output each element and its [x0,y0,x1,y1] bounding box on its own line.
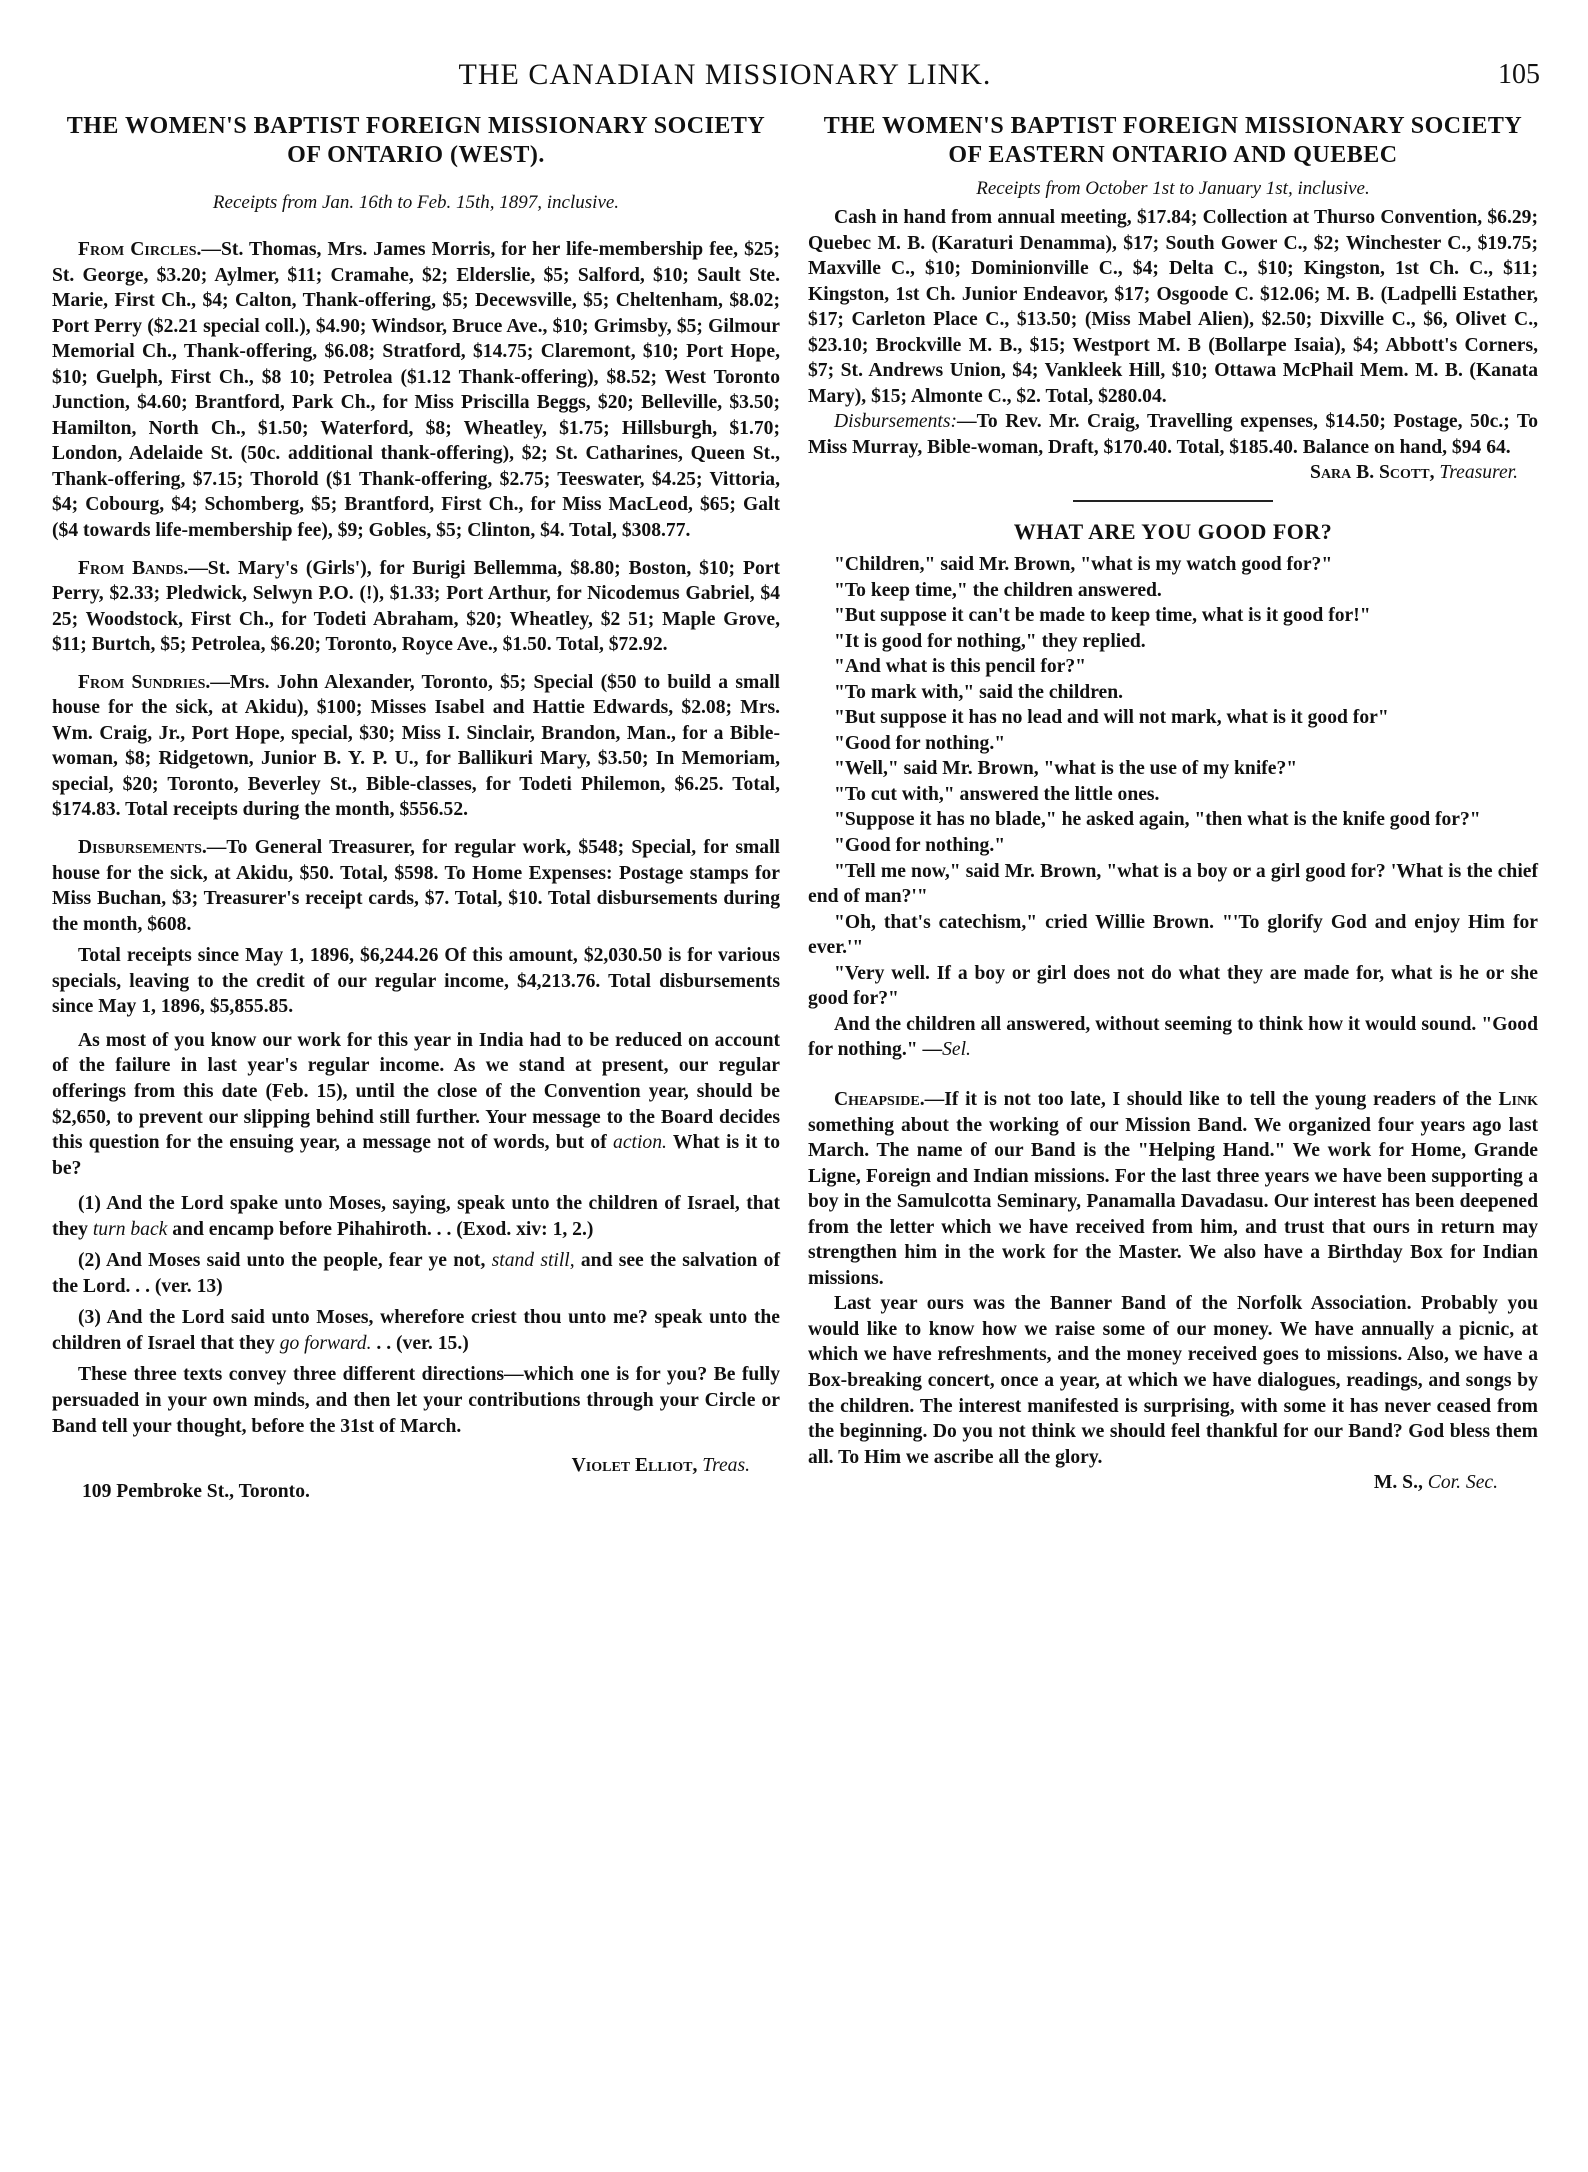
action-word: action. [613,1132,667,1154]
closing-signature: M. S., Cor. Sec. [1373,1472,1498,1494]
right-society-heading: THE WOMEN'S BAPTIST FOREIGN MISSIONARY SOCIETY OF EASTERN ONTARIO AND QUEBEC [823,113,1523,168]
right-disb-text: —To Rev. Mr. Craig, Travelling expenses, $14.50; Postage, 50c.; To Miss Murray, Bible-woman, Draft, $170.40. Total, $185.40. Balance on hand, $94 64. [808,411,1538,458]
left-society-heading: THE WOMEN'S BAPTIST FOREIGN MISSIONARY SOCIETY OF ONTARIO (WEST). [66,113,766,168]
verse-1: (1) And the Lord spake unto Moses, saying, speak unto the children of Israel, that they turn back and encamp before Pihahiroth. . . (Exod. xiv: 1, 2.) [52,1193,780,1240]
closing-paragraph: These three texts convey three different directions—which one is for you? Be fully persuaded in your own minds, and then let your contributions through your Circle or Band tell your thought, before the 31st of March. [52,1364,780,1437]
dialogue-line: "Well," said Mr. Brown, "what is the use of my knife?" [834,758,1298,780]
dialogue-line: "To mark with," said the children. [834,681,1124,703]
left-column [52,112,780,1504]
banner-band-paragraph: Last year ours was the Banner Band of the Norfolk Association. Probably you would like to know how we raise some of our money. We have annually a picnic, at which we have refreshments, and the money received goes to missions. Also, we have a Box-breaking concert, once a year, at which we have dialogues, readings, and songs by the children. The interest manifested is surprising, with some it has never ceased from the beginning. Do you not think we should feel thankful for our Band? God bless them all. To Him we ascribe all the glory. [808,1293,1538,1468]
page-number: 105 [1498,59,1540,90]
dialogue-line: "Good for nothing." [834,835,1006,857]
circles-label: From Circles. [78,239,202,260]
right-column [808,112,1538,1496]
bands-label: From Bands. [78,557,189,579]
section-rule [1073,500,1273,502]
cheapside-label: Cheapside. [834,1088,925,1110]
dialogue [808,552,1538,1063]
cash-receipts: Cash in hand from annual meeting, $17.84; Collection at Thurso Convention, $6.29; Quebec M. B. (Karaturi Denamma), $17; South Gower C., $2; Winchester C., $19.75; Maxville C., $10; Dominionville C., $4; Delta C., $10; Kingston, 1st Ch. C., $11; Kingston, 1st Ch. Junior Endeavor, $17; Osgoode C. $12.06; M. B. (Ladpelli Estather, $17; Carleton Place C., $13.50; (Miss Mabel Alien), $2.50; Dixville C., $6, Olivet C., $23.10; Brockville M. B., $15; Westport M. B (Bollarpe Isaia), $4; Abbott's Corners, $7; St. Andrews Union, $4; Vankleek Hill, $10; Ottawa McPhail Mem. M. B. (Kanata Mary), $15; Almonte C., $2. Total, $280.04. [808,207,1538,407]
sundries-text: —Mrs. John Alexander, Toronto, $5; Special ($50 to build a small house for the sick, at Akidu), $100; Misses Isabel and Hattie Edwards, $2.08; Mrs. Wm. Craig, Jr., Port Hope, special, $30; Miss I. Sinclair, Brandon, Man., for a Bible-woman, $8; Ridgetown, Junior B. Y. P. U., for Ballikuri Mary, $3.50; In Memoriam, special, $20; Toronto, Beverley St., Bible-classes, for Todeti Philemon, $6.25. Total, $174.83. Total receipts during the month, $556.52. [52,671,780,821]
left-disbursements [52,835,780,937]
left-receipts-period: Receipts from Jan. 16th to Feb. 15th, 1897, inclusive. [212,192,620,213]
sundries-receipts [52,670,780,823]
left-address: 109 Pembroke St., Toronto. [82,1480,310,1502]
total-receipts-paragraph: Total receipts since May 1, 1896, $6,244.26 Of this amount, $2,030.50 is for various specials, leaving to the credit of our regular income, $4,213.76. Total disbursements since May 1, 1896, $5,855.85. [52,945,780,1018]
dialogue-line: "Good for nothing." [834,732,1006,754]
article-title: WHAT ARE YOU GOOD FOR? [1013,519,1333,545]
dialogue-line: "Oh, that's catechism," cried Willie Brown. "'To glorify God and enjoy Him for ever.'" [808,911,1538,959]
bands-text: —St. Mary's (Girls'), for Burigi Bellemma, $8.80; Boston, $10; Port Perry, $2.33; Pledwick, Selwyn P.O. (!), $1.33; Port Arthur, for Nicodemus Gabriel, $4 25; Woodstock, First Ch., for Todeti Abraham, $20; Wheatley, $2 51; Maple Grove, $11; Burtch, $5; Petrolea, $6.20; Toronto, Royce Ave., $1.50. Total, $72.92. [52,557,780,656]
cheapside-letter: Cheapside.—If it is not too late, I should like to tell the young readers of the Link something about the working of our Mission Band. We organized four years ago last March. The name of our Band is the "Helping Hand." We work for Home, Grande Ligne, Foreign and Indian missions. For the last three years we have been supporting a boy in the Samulcotta Seminary, Panamalla Davadasu. Our interest has been deepened from the letter which we have received from him, and trust that ours in return may strengthen him in the work for the Master. We also have a Birthday Box for Indian missions. [808,1088,1539,1289]
link-word: Link [1498,1088,1539,1110]
right-disbursements [808,409,1538,460]
dialogue-line: "But suppose it can't be made to keep time, what is it good for!" [834,605,1371,627]
right-signature: Sara B. Scott, Treasurer. [1310,462,1518,484]
right-disb-label: Disbursements: [834,411,957,433]
dialogue-line: "Children," said Mr. Brown, "what is my watch good for?" [834,554,1333,576]
verse-2: (2) And Moses said unto the people, fear ye not, stand still, and see the salvation of the Lord. . . (ver. 13) [52,1250,780,1297]
dialogue-line: "To keep time," the children answered. [834,579,1162,601]
dialogue-ending: And the children all answered, without seeming to think how it would sound. "Good for nothing." —Sel. [808,1013,1538,1061]
left-signature: Violet Elliot, Treas. [571,1455,750,1477]
dialogue-line: "Suppose it has no blade," he asked again, "then what is the knife good for?" [834,809,1481,831]
right-receipts-period: Receipts from October 1st to January 1st, inclusive. [976,178,1370,199]
running-title: THE CANADIAN MISSIONARY LINK. [458,58,992,91]
dialogue-line: "Very well. If a boy or girl does not do what they are made for, what is he or she good for?" [808,962,1538,1010]
dialogue-line: "Tell me now," said Mr. Brown, "what is a boy or a girl good for? 'What is the chief end of man?'" [808,860,1538,908]
circles-text: —St. Thomas, Mrs. James Morris, for her life-membership fee, $25; St. George, $3.20; Aylmer, $11; Cramahe, $2; Elderslie, $5; Salford, $10; Sault Ste. Marie, First Ch., $4; Calton, Thank-offering, $5; Decewsville, $5; Cheltenham, $8.02; Port Perry ($2.21 special coll.), $4.90; Windsor, Bruce Ave., $10; Grimsby, $5; Gilmour Memorial Ch., Thank-offering, $6.08; Stratford, $14.75; Claremont, $10; Port Hope, $10; Guelph, First Ch., $8 10; Petrolea ($1.12 Thank-offering), $8.52; West Toronto Junction, $4.60; Brantford, Park Ch., for Miss Priscilla Beggs, $20; Belleville, $3.50; Hamilton, North Ch., $1.50; Waterford, $8; Wheatley, $1.75; Hillsburgh, $1.70; London, Adelaide St. (50c. additional thank-offering), $2; St. Catharines, Queen St., Thank-offering, $7.15; Thorold ($1 Thank-offering, $2.75; Teeswater, $4.25; Vittoria, $4; Cobourg, $4; Schomberg, $5; Brantford, First Ch., for Miss MacLeod, $65; Galt ($4 towards life-membership fee), $9; Gobles, $5; Clinton, $4. Total, $308.77. [52,239,780,542]
left-disb-text: —To General Treasurer, for regular work, $548; Special, for small house for the sick, at Akidu, $50. Total, $598. To Home Expenses: Postage stamps for Miss Buchan, $3; Treasurer's receipt cards, $7. Total, $10. Total disbursements during the month, $608. [52,837,780,935]
dialogue-line: "But suppose it has no lead and will not mark, what is it good for" [834,707,1389,729]
dialogue-line: "It is good for nothing," they replied. [834,630,1146,652]
left-disb-label: Disbursements. [78,837,207,859]
dialogue-line: "To cut with," answered the little ones. [834,783,1160,805]
circles-receipts [52,237,780,544]
dialogue-line: "And what is this pencil for?" [834,656,1087,678]
bands-receipts [52,556,780,658]
india-work-paragraph: As most of you know our work for this year in India had to be reduced on account of the failure in last year's regular income. As we stand at present, our regular offerings from this date (Feb. 15), until the close of the Convention year, should be $2,650, to prevent our slipping behind still further. Your message to the Board decides this question for the ensuing year, a message not of words, but of action. What is it to be? [52,1029,780,1179]
verse-3: (3) And the Lord said unto Moses, wherefore criest thou unto me? speak unto the children of Israel that they go forward. . . (ver. 15.) [52,1307,780,1354]
sundries-label: From Sundries. [78,671,211,693]
